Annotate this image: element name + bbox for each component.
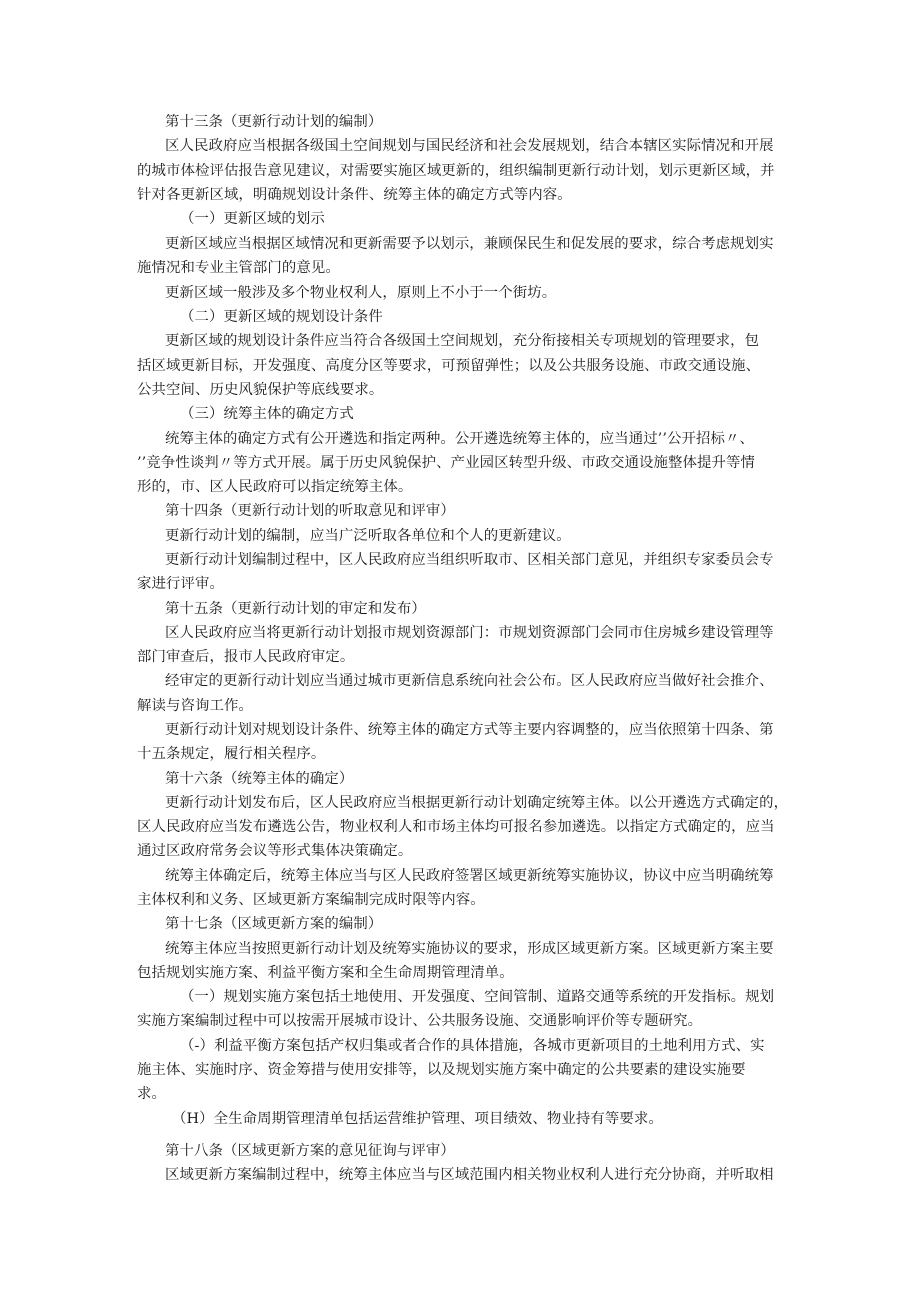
- paragraph-line: 区人民政府应当发布遴选公告，物业权利人和市场主体均可报名参加遴选。以指定方式确定的，应当: [137, 819, 775, 835]
- paragraph-line: 括区域更新目标，开发强度、高度分区等要求，可预留弹性；以及公共服务设施、市政交通设施、: [137, 358, 761, 374]
- paragraph-line: （一）规划实施方案包括土地使用、开发强度、空间管制、道路交通等系统的开发指标。规划: [180, 989, 775, 1005]
- paragraph-line: 更新行动计划对规划设计条件、统筹主体的确定方式等主要内容调整的，应当依照第十四条、第: [165, 722, 774, 738]
- paragraph-line: 经审定的更新行动计划应当通过城市更新信息系统向社会公布。区人民政府应当做好社会推介、: [165, 673, 774, 689]
- paragraph-line: ’’竞争性谈判〃等方式开展。属于历史风貌保护、产业园区转型升级、市政交通设施整体提升等情: [137, 455, 755, 471]
- paragraph-line: 统筹主体应当按照更新行动计划及统筹实施协议的要求，形成区域更新方案。区域更新方案主要: [165, 941, 774, 957]
- paragraph-line: 更新行动计划编制过程中，区人民政府应当组织听取市、区相关部门意见，并组织专家委员会专: [165, 552, 774, 568]
- paragraph-line: （-）利益平衡方案包括产权归集或者合作的具体措施，各城市更新项目的土地利用方式、实: [180, 1038, 765, 1054]
- paragraph-line: 统筹主体确定后，统筹主体应当与区人民政府签署区域更新统筹实施协议，协议中应当明确统筹: [165, 868, 774, 884]
- paragraph-line: 的城市体检评估报告意见建议，对需要实施区域更新的，组织编制更新行动计划，划示更新区域，并: [137, 163, 775, 179]
- paragraph-line: 部门审查后，报市人民政府审定。: [137, 649, 355, 665]
- paragraph-line: （H）全生命周期管理清单包括运营维护管理、项目绩效、物业持有等要求。: [172, 1111, 663, 1127]
- article-14-heading: 第十四条（更新行动计划的听取意见和评审）: [165, 503, 455, 519]
- article-16-heading: 第十六条（统筹主体的确定）: [165, 771, 354, 787]
- paragraph-line: 家进行评审。: [137, 576, 224, 592]
- paragraph-line: 更新区域的规划设计条件应当符合各级国土空间规划，充分衔接相关专项规划的管理要求，包: [165, 333, 760, 349]
- paragraph-line: 统筹主体的确定方式有公开遴选和指定两种。公开遴选统筹主体的，应当通过’’公开招标〃、: [165, 431, 754, 447]
- paragraph-line: 包括规划实施方案、利益平衡方案和全生命周期管理清单。: [137, 965, 514, 981]
- paragraph-line: 针对各更新区域，明确规划设计条件、统筹主体的确定方式等内容。: [137, 187, 572, 203]
- paragraph-line: 更新行动计划的编制，应当广泛听取各单位和个人的更新建议。: [165, 528, 571, 544]
- paragraph-line: 区人民政府应当将更新行动计划报市规划资源部门：市规划资源部门会同市住房城乡建设管理等: [165, 625, 774, 641]
- paragraph-line: 施情况和专业主管部门的意见。: [137, 260, 340, 276]
- paragraph-line: 求。: [137, 1086, 166, 1102]
- paragraph-line: 更新行动计划发布后，区人民政府应当根据更新行动计划确定统筹主体。以公开遴选方式确定的，: [165, 795, 789, 811]
- paragraph-line: 形的，市、区人民政府可以指定统筹主体。: [137, 479, 413, 495]
- article-15-heading: 第十五条（更新行动计划的审定和发布）: [165, 601, 426, 617]
- paragraph-line: 解读与咨询工作。: [137, 698, 253, 714]
- paragraph-line: 公共空间、历史风貌保护等底线要求。: [137, 382, 384, 398]
- paragraph-line: 区域更新方案编制过程中，统筹主体应当与区域范围内相关物业权利人进行充分协商，并听取相: [165, 1167, 774, 1183]
- paragraph-line: 十五条规定，履行相关程序。: [137, 746, 326, 762]
- article-18-heading: 第十八条（区域更新方案的意见征询与评审）: [165, 1143, 455, 1159]
- paragraph-line: 区人民政府应当根据各级国土空间规划与国民经济和社会发展规划，结合本辖区实际情况和开展: [165, 138, 774, 154]
- item-heading: （二）更新区域的规划设计条件: [180, 309, 383, 325]
- paragraph-line: 实施方案编制过程中可以按需开展城市设计、公共服务设施、交通影响评价等专题研究。: [137, 1013, 703, 1029]
- paragraph-line: 更新区域一般涉及多个物业权利人，原则上不小于一个街坊。: [165, 285, 557, 301]
- item-heading: （一）更新区域的划示: [180, 211, 325, 227]
- article-13-heading: 第十三条（更新行动计划的编制）: [165, 114, 383, 130]
- paragraph-line: 主体权利和义务、区域更新方案编制完成时限等内容。: [137, 892, 485, 908]
- article-17-heading: 第十七条（区域更新方案的编制）: [165, 916, 383, 932]
- paragraph-line: 施主体、实施时序、资金筹措与使用安排等，以及规划实施方案中确定的公共要素的建设实施要: [137, 1062, 746, 1078]
- item-heading: （三）统筹主体的确定方式: [180, 406, 354, 422]
- paragraph-line: 通过区政府常务会议等形式集体决策确定。: [137, 843, 413, 859]
- paragraph-line: 更新区域应当根据区域情况和更新需要予以划示，兼顾保民生和促发展的要求，综合考虑规划实: [165, 236, 774, 252]
